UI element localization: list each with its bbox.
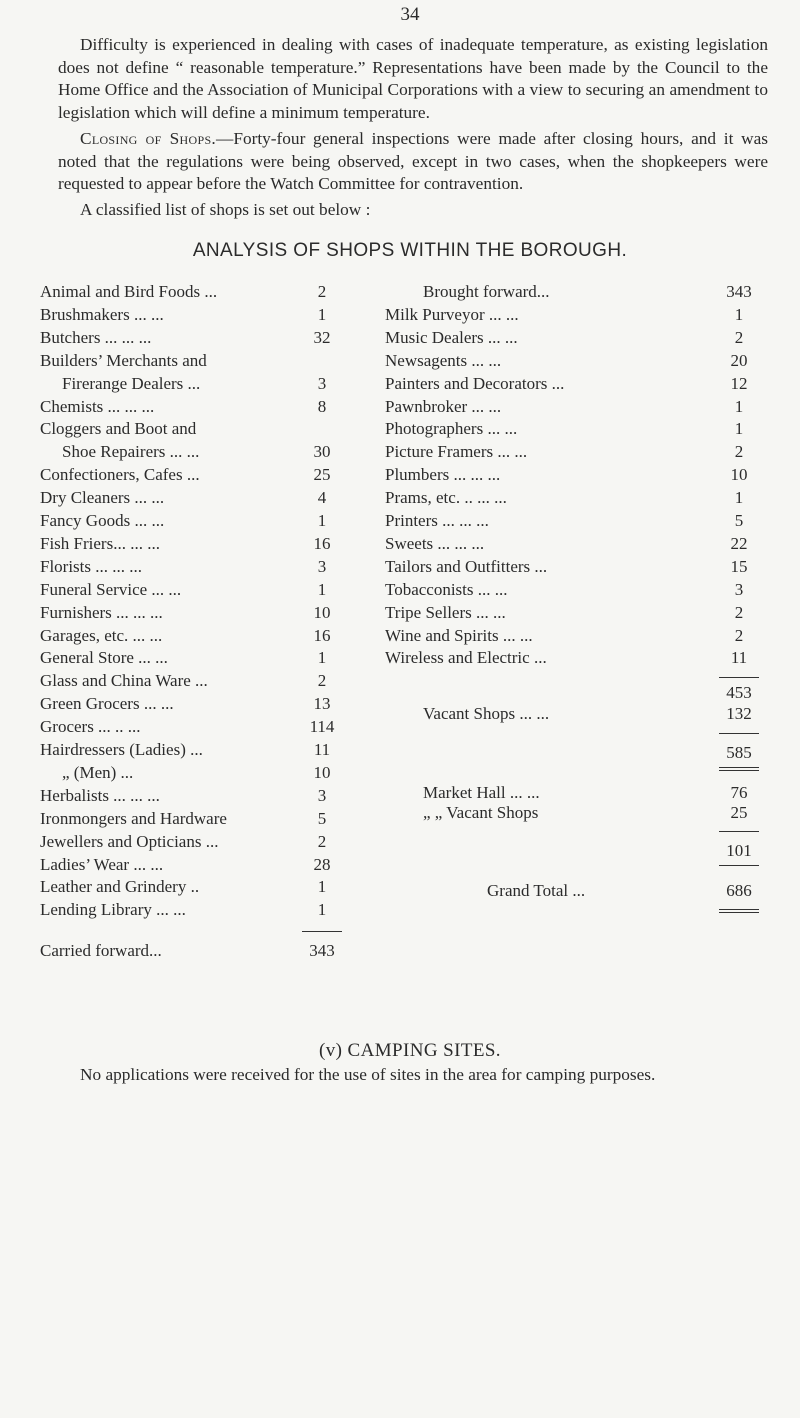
shop-category-count: 32	[313, 327, 331, 347]
camping-paragraph: No applications were received for the use of sites in the area for camping purposes.	[80, 1065, 656, 1084]
shop-category-count: 25	[313, 465, 331, 485]
shop-category-label: Animal and Bird Foods ...	[40, 282, 218, 301]
shop-category-label: Hairdressers (Ladies) ...	[40, 740, 203, 759]
shop-category-count: 16	[313, 625, 331, 645]
shop-category-count: 28	[313, 854, 331, 874]
shop-category-row	[40, 328, 360, 350]
shop-category-row	[40, 877, 360, 899]
shop-category-count: 20	[730, 350, 748, 370]
subtotal-rule	[719, 677, 759, 678]
shop-category-label: Builders’ Merchants and	[40, 350, 207, 370]
shop-category-row	[40, 488, 360, 510]
shop-category-row	[40, 832, 360, 854]
shop-category-label: Grocers ... .. ...	[40, 717, 141, 737]
shop-category-row	[40, 809, 360, 831]
shop-category-row	[40, 442, 360, 464]
shop-category-row	[385, 626, 775, 648]
shop-category-row	[40, 648, 360, 670]
shop-category-row	[40, 305, 360, 327]
shop-category-label: Firerange Dealers ...	[62, 373, 201, 393]
market-hall-label: Market Hall ... ...	[423, 783, 540, 803]
shop-category-label: Cloggers and Boot and	[40, 419, 197, 439]
shop-category-row	[385, 351, 775, 373]
shop-category-count: 11	[730, 648, 748, 668]
shop-category-label: Plumbers ... ... ...	[385, 465, 501, 485]
shop-category-row	[385, 511, 775, 533]
shop-category-count: 114	[309, 717, 335, 737]
shop-category-label: Wireless and Electric ...	[385, 648, 547, 668]
shop-category-label: Ladies’ Wear ... ...	[40, 854, 164, 874]
shop-category-label: Furnishers ... ... ...	[40, 602, 163, 622]
shop-category-row	[40, 351, 360, 373]
shop-category-count: 1	[317, 511, 327, 530]
shop-category-count: 5	[734, 511, 744, 530]
shop-category-count: 13	[313, 694, 331, 714]
shop-category-count: 1	[734, 396, 744, 416]
shop-category-label: Green Grocers ... ...	[40, 694, 174, 714]
shop-category-row	[40, 763, 360, 785]
shop-category-label: Lending Library ... ...	[40, 900, 186, 920]
subtotal-row	[385, 743, 775, 765]
shop-category-row	[40, 557, 360, 579]
shop-category-count: 10	[313, 762, 331, 782]
shop-category-row	[40, 580, 360, 602]
shop-category-label: Leather and Grindery ..	[40, 877, 200, 897]
shop-category-row	[385, 305, 775, 327]
shop-category-count: 10	[730, 465, 748, 485]
market-hall-vacant-label: „ „ Vacant Shops	[423, 803, 539, 823]
shop-category-count: 3	[317, 373, 327, 393]
vacant-shops-count: 132	[726, 704, 752, 724]
shop-category-row	[385, 282, 775, 304]
shop-category-label: Ironmongers and Hardware	[40, 808, 227, 828]
grand-total-double-rule	[719, 909, 759, 913]
shop-category-label: Butchers ... ... ...	[40, 327, 152, 347]
shop-category-count: 1	[317, 304, 327, 324]
carried-forward-label: Carried forward...	[40, 941, 162, 961]
market-hall-row	[385, 783, 775, 805]
shop-category-count: 8	[317, 396, 327, 416]
shop-category-row	[40, 900, 360, 922]
shop-category-label: Fish Friers... ... ...	[40, 533, 160, 553]
market-hall-vacant-count: 25	[730, 803, 748, 823]
shop-category-label: Brought forward...	[423, 282, 550, 301]
shop-category-label: Music Dealers ... ...	[385, 327, 518, 347]
shop-category-count: 1	[734, 304, 744, 324]
shop-category-label: Tobacconists ... ...	[385, 579, 508, 599]
shop-category-count: 1	[317, 579, 327, 599]
shop-category-label: Glass and China Ware ...	[40, 671, 208, 691]
shop-category-row	[40, 671, 360, 693]
document-page	[40, 0, 780, 1418]
shop-category-count: 343	[726, 282, 752, 301]
closing-shops-text: —Forty-four general inspections were made after closing hours, and it was noted that the regulations were being observed, except in two cases, when the shopkeepers were requested to appear before the Watch Committee for contravention.	[58, 129, 768, 194]
shop-category-row	[40, 374, 360, 396]
vacant-shops-label: Vacant Shops ... ...	[423, 704, 550, 724]
subtotal-rule	[719, 865, 759, 866]
shop-category-count: 3	[317, 556, 327, 576]
shop-category-row	[385, 419, 775, 441]
shop-category-row	[40, 786, 360, 808]
shop-category-count: 2	[317, 831, 327, 851]
shop-category-count: 1	[734, 419, 744, 439]
shop-category-row	[40, 855, 360, 877]
camping-sites-heading: (v) CAMPING SITES.	[319, 1040, 501, 1061]
shop-category-row	[40, 740, 360, 762]
shop-category-count: 2	[317, 671, 327, 691]
shop-category-row	[40, 694, 360, 716]
carried-forward-rule	[302, 931, 342, 932]
double-rule	[719, 767, 759, 771]
analysis-heading: ANALYSIS OF SHOPS WITHIN THE BOROUGH.	[192, 240, 628, 261]
shop-category-row	[40, 511, 360, 533]
shop-category-row	[40, 419, 360, 441]
shop-category-row	[385, 465, 775, 487]
shop-category-count: 12	[730, 373, 748, 393]
shop-category-label: Florists ... ... ...	[40, 556, 143, 576]
shop-category-label: Tripe Sellers ... ...	[385, 602, 506, 622]
shop-category-label: Herbalists ... ... ...	[40, 785, 160, 805]
grand-total-row	[385, 881, 775, 903]
market-hall-vacant-row	[385, 803, 775, 825]
shop-category-count: 1	[317, 648, 327, 668]
vacant-shops-row	[385, 704, 775, 726]
shop-category-count: 1	[317, 900, 327, 920]
subtotal-count: 453	[726, 683, 752, 703]
shop-category-row	[385, 488, 775, 510]
shop-category-label: „ (Men) ...	[62, 762, 134, 782]
shop-category-label: Photographers ... ...	[385, 419, 518, 439]
shop-category-label: Printers ... ... ...	[385, 511, 489, 530]
closing-shops-heading: Closing of Shops.	[80, 129, 217, 148]
shop-category-row	[40, 282, 360, 304]
shop-category-label: Prams, etc. .. ... ...	[385, 488, 507, 508]
shop-category-row	[385, 648, 775, 670]
shop-category-label: Tailors and Outfitters ...	[385, 556, 548, 576]
shop-category-label: General Store ... ...	[40, 648, 168, 668]
subtotal-rule	[719, 831, 759, 832]
shop-category-row	[385, 397, 775, 419]
shop-category-count: 2	[734, 442, 744, 462]
subtotal-row	[385, 683, 775, 705]
closing-shops-paragraph	[58, 128, 768, 196]
shop-category-label: Garages, etc. ... ...	[40, 625, 163, 645]
shop-category-count: 1	[317, 877, 327, 897]
shop-category-label: Painters and Decorators ...	[385, 373, 565, 393]
shop-category-count: 2	[734, 327, 744, 347]
shop-category-count: 2	[734, 625, 744, 645]
shop-category-count: 2	[317, 282, 327, 301]
grand-total-count: 686	[726, 881, 752, 901]
shop-category-count: 1	[734, 488, 744, 508]
shop-category-row	[385, 328, 775, 350]
temperature-paragraph: Difficulty is experienced in dealing with cases of inadequate temperature, as existing legislation does not define “ reasonable temperature.” Representations have been made by the Council to the Home Office and the Association of Municipal Corporations with a view to securing an amendment to legislation which will define a minimum temperature.	[58, 35, 768, 122]
shop-category-label: Shoe Repairers ... ...	[62, 442, 200, 462]
shop-category-row	[40, 534, 360, 556]
shop-category-row	[385, 374, 775, 396]
grand-total-label: Grand Total ...	[487, 881, 586, 901]
shop-category-label: Jewellers and Opticians ...	[40, 831, 219, 851]
left-shop-column	[40, 282, 360, 1012]
shop-category-count: 3	[734, 579, 744, 599]
subtotal-count: 585	[726, 743, 752, 763]
shop-category-count: 22	[730, 533, 748, 553]
shop-category-row	[385, 580, 775, 602]
shop-category-count: 16	[313, 533, 331, 553]
shop-category-label: Dry Cleaners ... ...	[40, 488, 165, 508]
shop-category-row	[385, 534, 775, 556]
shop-category-label: Milk Purveyor ... ...	[385, 304, 519, 324]
shop-category-row	[40, 397, 360, 419]
shop-category-label: Funeral Service ... ...	[40, 579, 182, 599]
shop-category-label: Confectioners, Cafes ...	[40, 465, 200, 485]
subtotal-row	[385, 841, 775, 863]
shop-category-row	[385, 557, 775, 579]
subtotal-rule	[719, 733, 759, 734]
shop-category-count: 2	[734, 602, 744, 622]
shop-category-row	[385, 603, 775, 625]
shop-category-label: Wine and Spirits ... ...	[385, 625, 533, 645]
shop-category-row	[385, 442, 775, 464]
right-shop-column	[385, 282, 775, 1042]
carried-forward-row	[40, 941, 360, 963]
carried-forward-count: 343	[309, 941, 335, 961]
shop-category-label: Newsagents ... ...	[385, 350, 502, 370]
shop-category-row	[40, 717, 360, 739]
shop-category-label: Chemists ... ... ...	[40, 396, 155, 416]
subtotal-count: 101	[726, 841, 752, 861]
market-hall-count: 76	[730, 783, 748, 803]
shop-category-count: 5	[317, 808, 327, 828]
classified-list-intro: A classified list of shops is set out below :	[80, 200, 371, 219]
shop-category-row	[40, 626, 360, 648]
shop-category-count: 10	[313, 602, 331, 622]
shop-category-row	[40, 603, 360, 625]
page-number: 34	[400, 4, 420, 25]
shop-category-label: Picture Framers ... ...	[385, 442, 528, 462]
shop-category-row	[40, 465, 360, 487]
shop-category-count: 15	[730, 556, 748, 576]
shop-category-count: 4	[317, 488, 327, 508]
shop-category-label: Fancy Goods ... ...	[40, 511, 165, 530]
shop-category-count: 11	[313, 740, 331, 759]
shop-category-label: Pawnbroker ... ...	[385, 396, 502, 416]
shop-category-count: 30	[313, 442, 331, 462]
shop-category-label: Sweets ... ... ...	[385, 533, 485, 553]
shop-category-count: 3	[317, 785, 327, 805]
shop-category-label: Brushmakers ... ...	[40, 304, 164, 324]
